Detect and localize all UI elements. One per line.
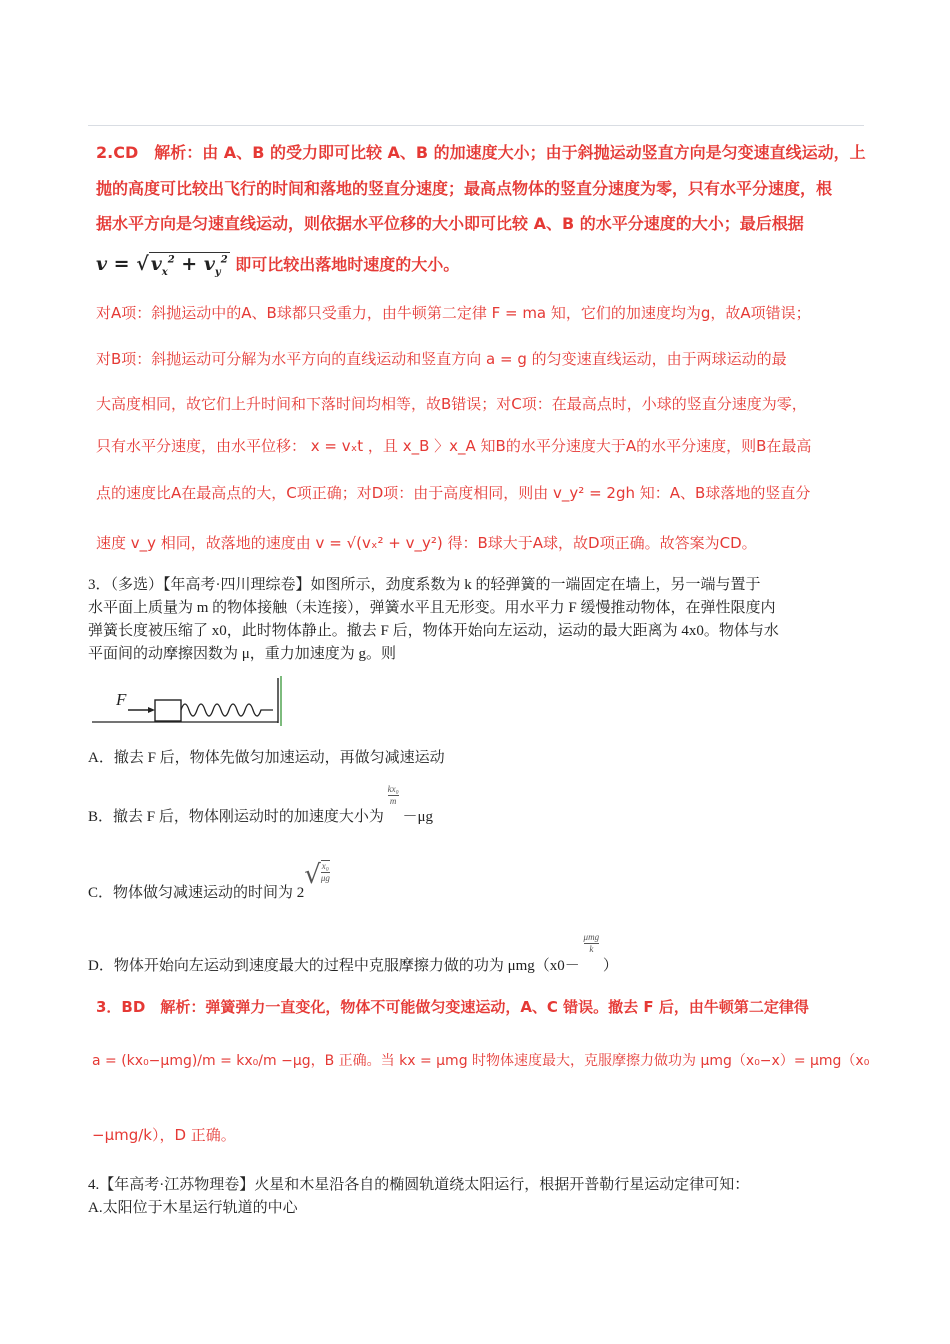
sol2-line-2: 抛的高度可比较出飞行的时间和落地的竖直分速度；最高点物体的竖直分速度为零，只有水平分速度，根: [96, 179, 833, 198]
q3-option-D: [88, 928, 868, 974]
sol2-line-B2: 大高度相同，故它们上升时间和下落时间均相等，故B错误；对C项：在最高点时，小球的竖直分速度为零，: [96, 395, 807, 413]
q4-option-A: A.太阳位于木星运行轨道的中心: [88, 1200, 298, 1216]
q3-stem-line-4: 平面间的动摩擦因数为 μ，重力加速度为 g。则: [88, 646, 397, 662]
sol2-line-C1: 只有水平分速度，由水平位移： x = vₓt ，且 x_B 〉x_A 知B的水平分速度大于A的水平分速度，则B在最高: [96, 437, 812, 455]
sol3-line-3: −μmg/k），D 正确。: [92, 1126, 236, 1144]
velocity-formula: v = √ $v_x^2 + v_y^2$: [96, 253, 228, 278]
q3-optC-text: C．物体做匀减速运动的时间为 2: [88, 885, 305, 901]
q3-stem-line-1: 3．（多选）【年高考·四川理综卷】如图所示，劲度系数为 k 的轻弹簧的一端固定在墙上，另一端与置于: [88, 577, 761, 593]
frac-umg-over-k: $\frac{\text{μmg}}{k}$: [583, 932, 600, 955]
sol2-line-3: 据水平方向是匀速直线运动，则依据水平位移的大小即可比较 A、B 的水平分速度的大小；最后根据: [96, 214, 804, 233]
question-3-stem: [88, 574, 868, 666]
q3-optB-text: B．撤去 F 后，物体刚运动时的加速度大小为: [88, 809, 384, 825]
q3-stem-line-3: 弹簧长度被压缩了 x0，此时物体静止。撤去 F 后，物体开始向左运动，运动的最大距离为 4x0。物体与水: [88, 623, 779, 639]
sol2-line-1: 2.CD 解析：由 A、B 的受力即可比较 A、B 的加速度大小；由于斜抛运动竖直方向是匀变速直线运动，上: [96, 143, 866, 162]
q3-stem-line-2: 水平面上质量为 m 的物体接触（未连接），弹簧水平且无形变。用水平力 F 缓慢推动物体，在弹性限度内: [88, 600, 776, 616]
sol2-line-D: 速度 v_y 相同，故落地的速度由 v = √(vₓ² + v_y²) 得：B球大于A球，故D项正确。故答案为CD。: [96, 534, 757, 552]
q3-optB-tail: －μg: [402, 809, 434, 825]
spring-block-figure: [92, 672, 292, 728]
sol3-line-1: 3．BD 解析：弹簧弹力一直变化，物体不可能做匀变速运动，A、C 错误。撤去 F 后，由牛顿第二定律得: [96, 998, 809, 1016]
sol2-line-4: [96, 252, 866, 278]
force-label: F: [116, 690, 127, 709]
q3-option-C: [88, 852, 868, 902]
sol3-line-2: a = (kx₀−μmg)/m = kx₀/m −μg，B 正确。当 kx = μmg 时物体速度最大，克服摩擦力做功为 μmg（x₀−x）= μmg（x₀: [92, 1053, 870, 1069]
sol2-line-C2: 点的速度比A在最高点的大，C项正确；对D项：由于高度相同，则由 v_y² = 2gh 知：A、B球落地的竖直分: [96, 484, 811, 502]
header-rule: [88, 125, 864, 126]
sol2-formula-tail: 即可比较出落地时速度的大小。: [235, 255, 460, 274]
q3-optD-text: D．物体开始向左运动到速度最大的过程中克服摩擦力做的功为 μmg（x0－: [88, 958, 580, 974]
question-4-stem: 4.【年高考·江苏物理卷】火星和木星沿各自的椭圆轨道绕太阳运行，根据开普勒行星运动定律可知：: [88, 1177, 750, 1193]
sqrt-symbol-icon: √: [304, 860, 321, 890]
sol2-line-B1: 对B项：斜抛运动可分解为水平方向的直线运动和竖直方向 a = g 的匀变速直线运动，由于两球运动的最: [96, 350, 787, 368]
frac-kx0-over-m: $\frac{\text{kx₀}}{m}$: [387, 784, 399, 807]
frac-x0-over-ug: $\frac{\text{x₀}}{\mu g}$: [320, 860, 330, 883]
sol2-line-A: 对A项：斜抛运动中的A、B球都只受重力，由牛顿第二定律 F = ma 知，它们的加速度均为g，故A项错误；: [96, 304, 811, 322]
q3-option-B: [88, 778, 868, 826]
q3-optD-tail: ）: [602, 958, 618, 974]
q3-option-A: A．撤去 F 后，物体先做匀加速运动，再做匀减速运动: [88, 750, 445, 766]
